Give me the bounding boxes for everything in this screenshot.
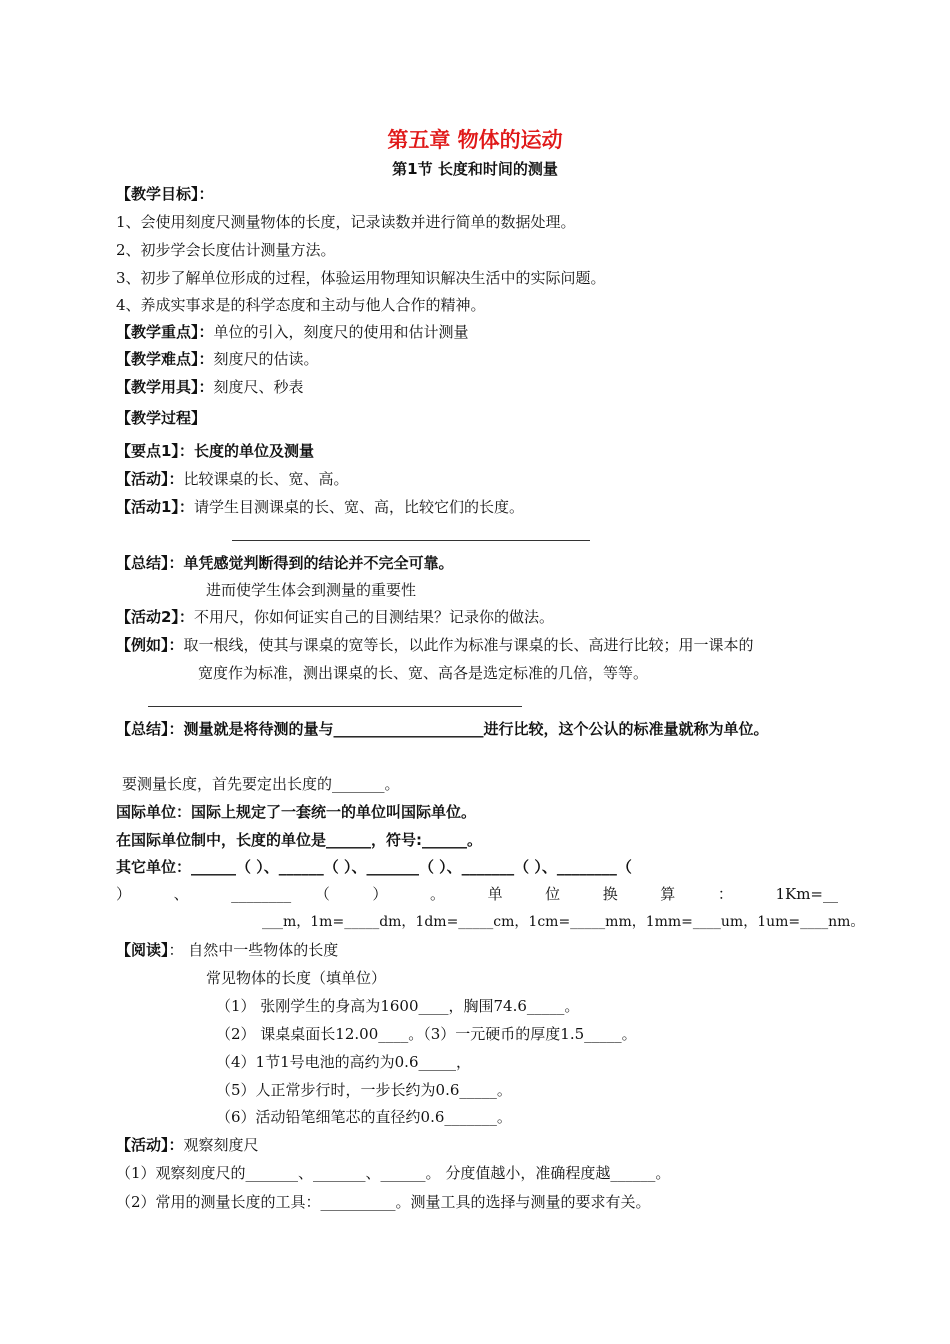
activity3-item: （1）观察刻度尺的_______、_______、______。 分度值越小，准确程度越______。 [116, 1164, 671, 1182]
activity-text: 比较课桌的长、宽、高。 [183, 470, 349, 488]
activity1-label: 【活动1】： [116, 498, 194, 516]
summary1-row [116, 553, 454, 573]
section-title: 第1节 长度和时间的测量 [392, 160, 558, 178]
summary1-text: 单凭感觉判断得到的结论并不完全可靠。 [183, 554, 454, 572]
reading-label: 【阅读】 [116, 941, 169, 959]
reading-row [116, 940, 338, 960]
goal-item: 2、初步学会长度估计测量方法。 [116, 241, 336, 259]
text-fragment: ） [372, 885, 407, 903]
summary1-label: 【总结】： [116, 554, 184, 572]
activity3-item: （2）常用的测量长度的工具：__________。测量工具的选择与测量的要求有关。 [116, 1193, 651, 1211]
text-fragment: 。 [429, 885, 464, 903]
difficulty-label: 【教学难点】： [116, 350, 214, 368]
key-point-label: 【教学重点】： [116, 323, 214, 341]
activity1-row [116, 497, 524, 517]
text-fragment: ________ [231, 885, 292, 903]
tools-row [116, 377, 304, 397]
tools-label: 【教学用具】： [116, 378, 214, 396]
text-fragment: 1Km=__ [775, 885, 838, 903]
difficulty-row [116, 349, 319, 369]
reading-item: （5）人正常步行时，一步长约为0.6_____。 [216, 1081, 512, 1099]
key-point-text: 单位的引入，刻度尺的使用和估计测量 [213, 323, 469, 341]
goal-item: 4、养成实事求是的科学态度和主动与他人合作的精神。 [116, 296, 486, 314]
example-row [116, 635, 754, 655]
tools-text: 刻度尺、秒表 [213, 378, 304, 396]
text-fragment: 换 [602, 885, 637, 903]
activity-row [116, 469, 349, 489]
activity-label: 【活动】： [116, 470, 184, 488]
key-point-row [116, 322, 469, 342]
point1-row [116, 441, 314, 461]
reading-item: （1） 张刚学生的身高为1600____，胸围74.6_____。 [216, 997, 580, 1015]
example-text: 取一根线，使其与课桌的宽等长，以此作为标准与课桌的长、高进行比较；用一课本的 [183, 636, 754, 654]
activity3-text: 观察刻度尺 [183, 1136, 259, 1154]
activity2-label: 【活动2】： [116, 608, 194, 626]
reading-item: （4）1节1号电池的高约为0.6_____， [216, 1053, 471, 1071]
other-units-line1: 其它单位：______（ ）、______（ ）、_______（ ）、_______（ ）、________（ [116, 858, 632, 876]
process-heading: 【教学过程】 [116, 409, 207, 427]
activity3-label: 【活动】： [116, 1136, 184, 1154]
other-units-line3: ___m，1m=_____dm，1dm=_____cm，1cm=_____mm，1mm=____um，1um=____nm。 [262, 914, 865, 930]
text-fragment: 位 [545, 885, 580, 903]
goal-item: 3、初步了解单位形成的过程，体验运用物理知识解决生活中的实际问题。 [116, 269, 606, 287]
chapter-title: 第五章 物体的运动 [387, 128, 563, 152]
answer-line [232, 540, 590, 541]
si-line: 国际单位：国际上规定了一套统一的单位叫国际单位。 [116, 803, 477, 821]
activity3-row [116, 1135, 259, 1155]
reading-item: （2） 课桌桌面长12.00____。（3）一元硬币的厚度1.5_____。 [216, 1025, 637, 1043]
summary2-label: 【总结】： [116, 720, 184, 738]
text-fragment: ） [116, 885, 150, 903]
text-fragment: 单 [487, 885, 522, 903]
reading-sub: 常见物体的长度（填单位） [206, 969, 387, 987]
point1-label: 【要点1】： [116, 442, 194, 460]
goal-item: 1、会使用刻度尺测量物体的长度，记录读数并进行简单的数据处理。 [116, 213, 576, 231]
activity1-text: 请学生目测课桌的长、宽、高，比较它们的长度。 [193, 498, 524, 516]
text-fragment: （ [314, 885, 349, 903]
summary2-text: 测量就是将待测的量与____________________进行比较，这个公认的标准量就称为单位。 [183, 720, 769, 738]
answer-line [148, 706, 522, 707]
other-units-line2 [116, 884, 838, 904]
activity2-row [116, 607, 554, 627]
text-fragment: 算 [660, 885, 695, 903]
reading-item: （6）活动铅笔细笔芯的直径约0.6_______。 [216, 1108, 512, 1126]
si-length-line: 在国际单位制中，长度的单位是______，符号:______。 [116, 831, 483, 849]
goals-heading: 【教学目标】： [116, 185, 214, 203]
activity2-text: 不用尺，你如何证实自己的目测结果？记录你的做法。 [193, 608, 554, 626]
reading-text: ： 自然中一些物体的长度 [168, 941, 339, 959]
example-label: 【例如】： [116, 636, 184, 654]
example-line2: 宽度作为标准，测出课桌的长、宽、高各是选定标准的几倍，等等。 [198, 664, 649, 682]
text-fragment: ： [717, 885, 752, 903]
summary2-row [116, 719, 769, 739]
difficulty-text: 刻度尺的估读。 [213, 350, 319, 368]
measure-line: 要测量长度，首先要定出长度的_______。 [122, 775, 400, 793]
summary1-line2: 进而使学生体会到测量的重要性 [206, 581, 417, 599]
text-fragment: 、 [173, 885, 208, 903]
point1-text: 长度的单位及测量 [193, 442, 314, 460]
